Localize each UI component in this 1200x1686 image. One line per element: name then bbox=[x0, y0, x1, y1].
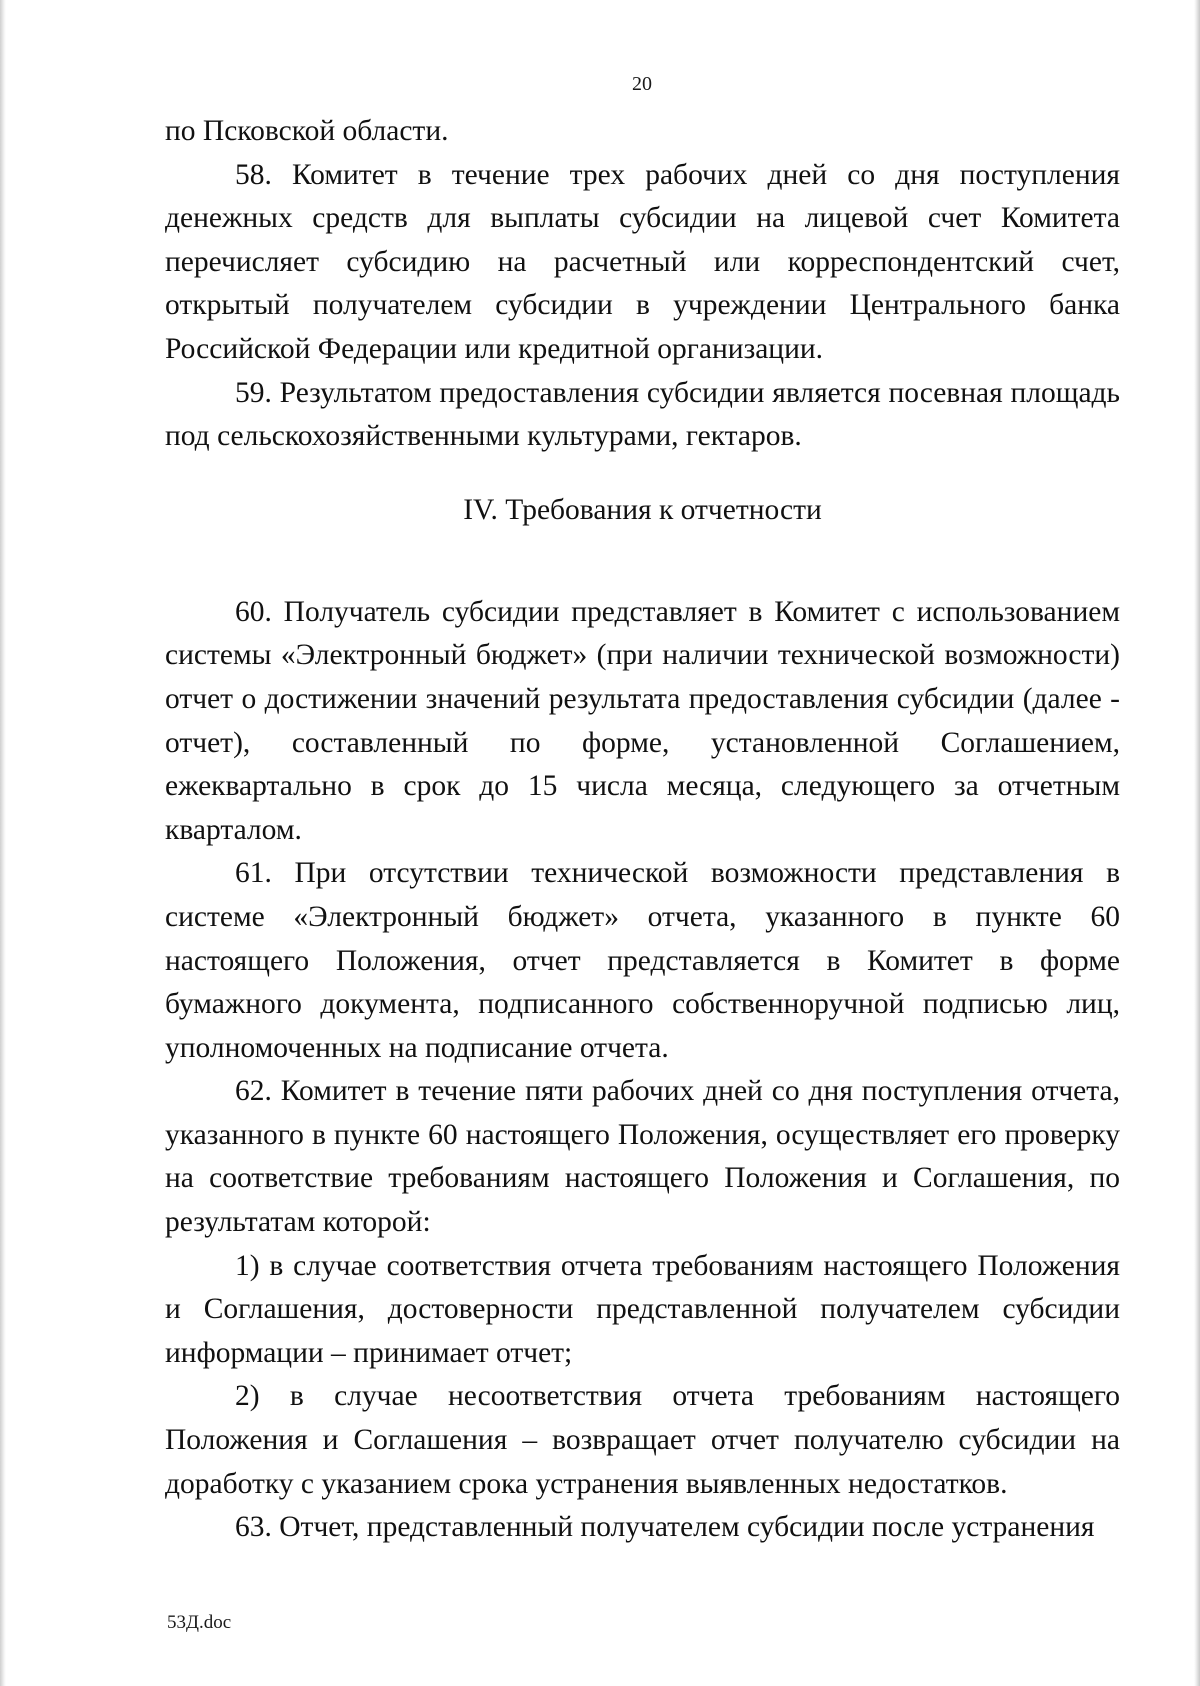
paragraph-62-item-1: 1) в случае соответствия отчета требованиям настоящего Положения и Соглашения, достоверности представленной получателем субсидии информации – принимает отчет; bbox=[165, 1249, 1120, 1369]
scan-edge-right bbox=[1194, 0, 1200, 1686]
paragraph-60: 60. Получатель субсидии представляет в Комитет с использованием системы «Электронный бюджет» (при наличии технической возможности) отчет о достижении значений результата предоставления субсидии (далее - отчет), составленный по форме, установленной Соглашением, ежеквартально в срок до 15 числа месяца, следующего за отчетным кварталом. bbox=[165, 595, 1120, 846]
scan-edge-left bbox=[0, 0, 6, 1686]
page-number: 20 bbox=[632, 73, 652, 95]
paragraph-62: 62. Комитет в течение пяти рабочих дней со дня поступления отчета, указанного в пункте 60 настоящего Положения, осуществляет его проверку на соответствие требованиям настоящего Положения и Соглашения, по результатам которой: bbox=[165, 1075, 1120, 1239]
footer-filename: 53Д.doc bbox=[167, 1612, 232, 1633]
paragraph-63: 63. Отчет, представленный получателем субсидии после устранения bbox=[235, 1511, 1095, 1544]
paragraph-59: 59. Результатом предоставления субсидии является посевная площадь под сельскохозяйственными культурами, гектаров. bbox=[165, 376, 1120, 453]
paragraph-62-item-2: 2) в случае несоответствия отчета требованиям настоящего Положения и Соглашения – возвращает отчет получателю субсидии на доработку с указанием срока устранения выявленных недостатков. bbox=[165, 1380, 1120, 1500]
paragraph-58: 58. Комитет в течение трех рабочих дней со дня поступления денежных средств для выплаты субсидии на лицевой счет Комитета перечисляет субсидию на расчетный или корреспондентский счет, открытый получателем субсидии в учреждении Центрального банка Российской Федерации или кредитной организации. bbox=[165, 158, 1120, 365]
document-body bbox=[165, 110, 1120, 1550]
paragraph-61: 61. При отсутствии технической возможности представления в системе «Электронный бюджет» отчета, указанного в пункте 60 настоящего Положения, отчет представляется в Комитет в форме бумажного документа, подписанного собственноручной подписью лиц, уполномоченных на подписание отчета. bbox=[165, 857, 1120, 1064]
section-heading: IV. Требования к отчетности bbox=[463, 493, 822, 526]
paragraph-continuation: по Псковской области. bbox=[165, 115, 449, 147]
